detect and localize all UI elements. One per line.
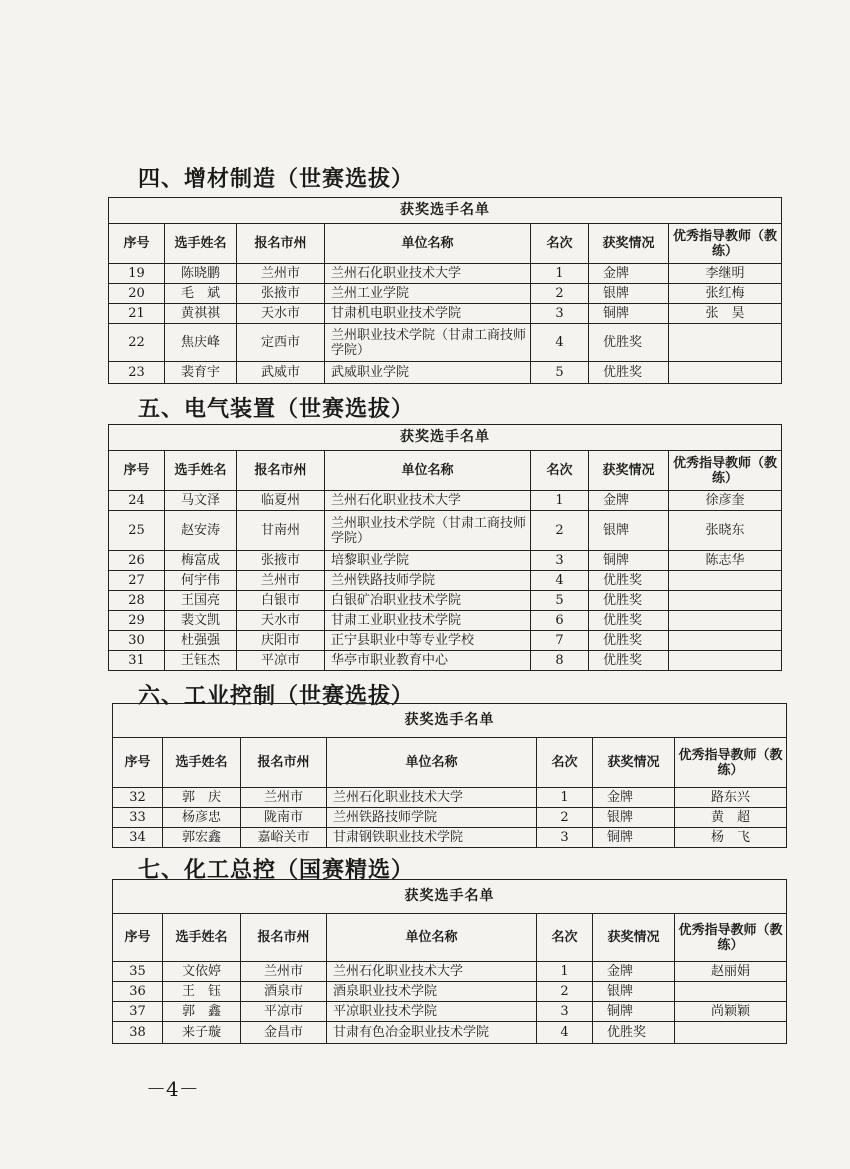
- table-row: [113, 1002, 787, 1022]
- header-rank: 名次: [537, 738, 593, 788]
- cell-seq: 21: [109, 304, 165, 324]
- cell-name: 郭宏鑫: [163, 828, 241, 848]
- section-title: 六、工业控制（世赛选拔）: [138, 684, 415, 709]
- cell-seq: 24: [109, 491, 165, 511]
- cell-coach: 李继明: [669, 264, 782, 284]
- cell-award: 铜牌: [593, 828, 675, 848]
- cell-city: 武威市: [237, 362, 325, 384]
- cell-name: 王钰杰: [165, 651, 237, 671]
- cell-rank: 5: [531, 362, 589, 384]
- table-row: [109, 362, 782, 384]
- cell-coach: 徐彦奎: [669, 491, 782, 511]
- cell-city: 嘉峪关市: [241, 828, 327, 848]
- cell-name: 郭 鑫: [163, 1002, 241, 1022]
- section-title: 五、电气装置（世赛选拔）: [138, 397, 415, 422]
- cell-seq: 25: [109, 511, 165, 551]
- cell-coach: [669, 571, 782, 591]
- cell-award: 优胜奖: [589, 362, 669, 384]
- award-table: [112, 879, 787, 1044]
- cell-coach: [669, 591, 782, 611]
- cell-coach: [669, 631, 782, 651]
- cell-award: 金牌: [589, 264, 669, 284]
- table-row: [113, 982, 787, 1002]
- cell-award: 优胜奖: [589, 631, 669, 651]
- cell-seq: 32: [113, 788, 163, 808]
- cell-unit: 武威职业学院: [325, 362, 531, 384]
- cell-rank: 2: [537, 982, 593, 1002]
- table-row: [109, 511, 782, 551]
- cell-award: 银牌: [593, 808, 675, 828]
- table-row: [109, 611, 782, 631]
- header-coach: 优秀指导教师（教练）: [669, 224, 782, 264]
- cell-coach: 尚颖颖: [675, 1002, 787, 1022]
- cell-award: 优胜奖: [589, 324, 669, 362]
- cell-coach: [669, 651, 782, 671]
- cell-coach: 路东兴: [675, 788, 787, 808]
- cell-name: 何宇伟: [165, 571, 237, 591]
- cell-city: 天水市: [237, 304, 325, 324]
- cell-coach: [669, 362, 782, 384]
- cell-coach: 张红梅: [669, 284, 782, 304]
- cell-rank: 8: [531, 651, 589, 671]
- cell-name: 杜强强: [165, 631, 237, 651]
- cell-name: 杨彦忠: [163, 808, 241, 828]
- cell-name: 黄祺祺: [165, 304, 237, 324]
- cell-unit: 兰州石化职业技术大学: [325, 264, 531, 284]
- cell-seq: 37: [113, 1002, 163, 1022]
- cell-award: 金牌: [589, 491, 669, 511]
- cell-name: 裴文凯: [165, 611, 237, 631]
- cell-city: 临夏州: [237, 491, 325, 511]
- header-name: 选手姓名: [165, 224, 237, 264]
- table-row: [109, 284, 782, 304]
- header-seq: 序号: [113, 914, 163, 962]
- table-row: [109, 651, 782, 671]
- cell-name: 王国亮: [165, 591, 237, 611]
- cell-unit: 酒泉职业技术学院: [327, 982, 537, 1002]
- cell-rank: 6: [531, 611, 589, 631]
- cell-name: 王 钰: [163, 982, 241, 1002]
- cell-rank: 1: [531, 491, 589, 511]
- cell-seq: 20: [109, 284, 165, 304]
- cell-city: 张掖市: [237, 551, 325, 571]
- cell-seq: 31: [109, 651, 165, 671]
- table-row: [109, 264, 782, 284]
- cell-coach: [675, 982, 787, 1002]
- header-city: 报名市州: [241, 914, 327, 962]
- cell-name: 焦庆峰: [165, 324, 237, 362]
- cell-award: 铜牌: [589, 304, 669, 324]
- header-seq: 序号: [113, 738, 163, 788]
- cell-unit: 白银矿冶职业技术学院: [325, 591, 531, 611]
- cell-award: 铜牌: [593, 1002, 675, 1022]
- cell-city: 兰州市: [237, 571, 325, 591]
- table-row: [109, 571, 782, 591]
- table-row: [109, 324, 782, 362]
- cell-unit: 甘肃有色冶金职业技术学院: [327, 1022, 537, 1044]
- cell-rank: 4: [537, 1022, 593, 1044]
- cell-coach: 杨 飞: [675, 828, 787, 848]
- cell-unit: 兰州石化职业技术大学: [327, 788, 537, 808]
- cell-name: 裴育宇: [165, 362, 237, 384]
- cell-name: 毛 斌: [165, 284, 237, 304]
- header-name: 选手姓名: [163, 738, 241, 788]
- page-number: －4－: [146, 1077, 199, 1101]
- cell-rank: 3: [531, 551, 589, 571]
- cell-unit: 甘肃钢铁职业技术学院: [327, 828, 537, 848]
- cell-city: 平凉市: [237, 651, 325, 671]
- cell-unit: 兰州石化职业技术大学: [327, 962, 537, 982]
- header-coach: 优秀指导教师（教练）: [675, 738, 787, 788]
- cell-name: 郭 庆: [163, 788, 241, 808]
- cell-seq: 38: [113, 1022, 163, 1044]
- award-table: [108, 197, 782, 384]
- table-caption: 获奖选手名单: [109, 425, 782, 451]
- cell-unit: 兰州职业技术学院（甘肃工商技师学院）: [325, 324, 531, 362]
- cell-city: 兰州市: [241, 788, 327, 808]
- award-table: [112, 703, 787, 848]
- cell-unit: 兰州石化职业技术大学: [325, 491, 531, 511]
- cell-rank: 2: [531, 511, 589, 551]
- cell-unit: 兰州工业学院: [325, 284, 531, 304]
- table-caption: 获奖选手名单: [109, 198, 782, 224]
- cell-award: 优胜奖: [589, 651, 669, 671]
- cell-city: 平凉市: [241, 1002, 327, 1022]
- header-unit: 单位名称: [325, 451, 531, 491]
- cell-unit: 华亭市职业教育中心: [325, 651, 531, 671]
- cell-rank: 2: [537, 808, 593, 828]
- cell-award: 金牌: [593, 962, 675, 982]
- table-row: [109, 631, 782, 651]
- cell-seq: 36: [113, 982, 163, 1002]
- header-seq: 序号: [109, 451, 165, 491]
- cell-coach: [675, 1022, 787, 1044]
- header-rank: 名次: [531, 451, 589, 491]
- cell-unit: 兰州铁路技师学院: [325, 571, 531, 591]
- table-row: [113, 828, 787, 848]
- cell-seq: 27: [109, 571, 165, 591]
- header-award: 获奖情况: [589, 224, 669, 264]
- cell-rank: 1: [537, 962, 593, 982]
- header-row: [113, 914, 787, 962]
- header-rank: 名次: [537, 914, 593, 962]
- cell-name: 梅富成: [165, 551, 237, 571]
- cell-name: 马文泽: [165, 491, 237, 511]
- table-row: [113, 788, 787, 808]
- cell-award: 优胜奖: [589, 611, 669, 631]
- cell-rank: 4: [531, 324, 589, 362]
- cell-rank: 2: [531, 284, 589, 304]
- header-coach: 优秀指导教师（教练）: [669, 451, 782, 491]
- cell-coach: 张晓东: [669, 511, 782, 551]
- cell-rank: 5: [531, 591, 589, 611]
- cell-city: 陇南市: [241, 808, 327, 828]
- cell-city: 金昌市: [241, 1022, 327, 1044]
- cell-seq: 28: [109, 591, 165, 611]
- header-award: 获奖情况: [593, 914, 675, 962]
- cell-award: 优胜奖: [593, 1022, 675, 1044]
- cell-coach: [669, 611, 782, 631]
- header-unit: 单位名称: [327, 914, 537, 962]
- cell-rank: 1: [537, 788, 593, 808]
- cell-name: 文依婷: [163, 962, 241, 982]
- cell-award: 优胜奖: [589, 571, 669, 591]
- cell-seq: 29: [109, 611, 165, 631]
- cell-rank: 3: [537, 828, 593, 848]
- header-row: [109, 451, 782, 491]
- cell-award: 金牌: [593, 788, 675, 808]
- cell-rank: 3: [531, 304, 589, 324]
- cell-coach: 黄 超: [675, 808, 787, 828]
- header-row: [109, 224, 782, 264]
- cell-city: 兰州市: [237, 264, 325, 284]
- cell-city: 定西市: [237, 324, 325, 362]
- cell-rank: 3: [537, 1002, 593, 1022]
- cell-city: 庆阳市: [237, 631, 325, 651]
- table-row: [113, 1022, 787, 1044]
- cell-unit: 培黎职业学院: [325, 551, 531, 571]
- cell-city: 天水市: [237, 611, 325, 631]
- cell-seq: 34: [113, 828, 163, 848]
- cell-seq: 22: [109, 324, 165, 362]
- cell-coach: 张 昊: [669, 304, 782, 324]
- cell-name: 陈晓鹏: [165, 264, 237, 284]
- cell-seq: 26: [109, 551, 165, 571]
- header-unit: 单位名称: [327, 738, 537, 788]
- section-title: 七、化工总控（国赛精选）: [138, 858, 415, 883]
- header-city: 报名市州: [241, 738, 327, 788]
- cell-city: 白银市: [237, 591, 325, 611]
- table-row: [109, 551, 782, 571]
- cell-city: 兰州市: [241, 962, 327, 982]
- header-city: 报名市州: [237, 451, 325, 491]
- header-award: 获奖情况: [589, 451, 669, 491]
- table-row: [109, 491, 782, 511]
- cell-unit: 甘肃工业职业技术学院: [325, 611, 531, 631]
- table-caption: 获奖选手名单: [113, 704, 787, 738]
- cell-seq: 35: [113, 962, 163, 982]
- cell-unit: 正宁县职业中等专业学校: [325, 631, 531, 651]
- header-unit: 单位名称: [325, 224, 531, 264]
- cell-city: 甘南州: [237, 511, 325, 551]
- table-row: [113, 962, 787, 982]
- table-row: [109, 304, 782, 324]
- cell-name: 赵安涛: [165, 511, 237, 551]
- header-row: [113, 738, 787, 788]
- cell-coach: [669, 324, 782, 362]
- cell-award: 优胜奖: [589, 591, 669, 611]
- header-award: 获奖情况: [593, 738, 675, 788]
- cell-seq: 33: [113, 808, 163, 828]
- award-table: [108, 424, 782, 671]
- cell-award: 银牌: [589, 284, 669, 304]
- cell-city: 酒泉市: [241, 982, 327, 1002]
- cell-coach: 赵丽娟: [675, 962, 787, 982]
- table-row: [113, 808, 787, 828]
- section-title: 四、增材制造（世赛选拔）: [138, 167, 415, 192]
- cell-award: 铜牌: [589, 551, 669, 571]
- cell-award: 银牌: [589, 511, 669, 551]
- header-seq: 序号: [109, 224, 165, 264]
- cell-rank: 1: [531, 264, 589, 284]
- cell-city: 张掖市: [237, 284, 325, 304]
- table-caption: 获奖选手名单: [113, 880, 787, 914]
- cell-name: 来子璇: [163, 1022, 241, 1044]
- cell-unit: 兰州铁路技师学院: [327, 808, 537, 828]
- header-name: 选手姓名: [165, 451, 237, 491]
- cell-rank: 4: [531, 571, 589, 591]
- cell-rank: 7: [531, 631, 589, 651]
- header-name: 选手姓名: [163, 914, 241, 962]
- cell-unit: 兰州职业技术学院（甘肃工商技师学院）: [325, 511, 531, 551]
- cell-seq: 19: [109, 264, 165, 284]
- table-row: [109, 591, 782, 611]
- cell-seq: 23: [109, 362, 165, 384]
- header-city: 报名市州: [237, 224, 325, 264]
- cell-unit: 平凉职业技术学院: [327, 1002, 537, 1022]
- cell-unit: 甘肃机电职业技术学院: [325, 304, 531, 324]
- header-coach: 优秀指导教师（教练）: [675, 914, 787, 962]
- cell-seq: 30: [109, 631, 165, 651]
- cell-coach: 陈志华: [669, 551, 782, 571]
- header-rank: 名次: [531, 224, 589, 264]
- cell-award: 银牌: [593, 982, 675, 1002]
